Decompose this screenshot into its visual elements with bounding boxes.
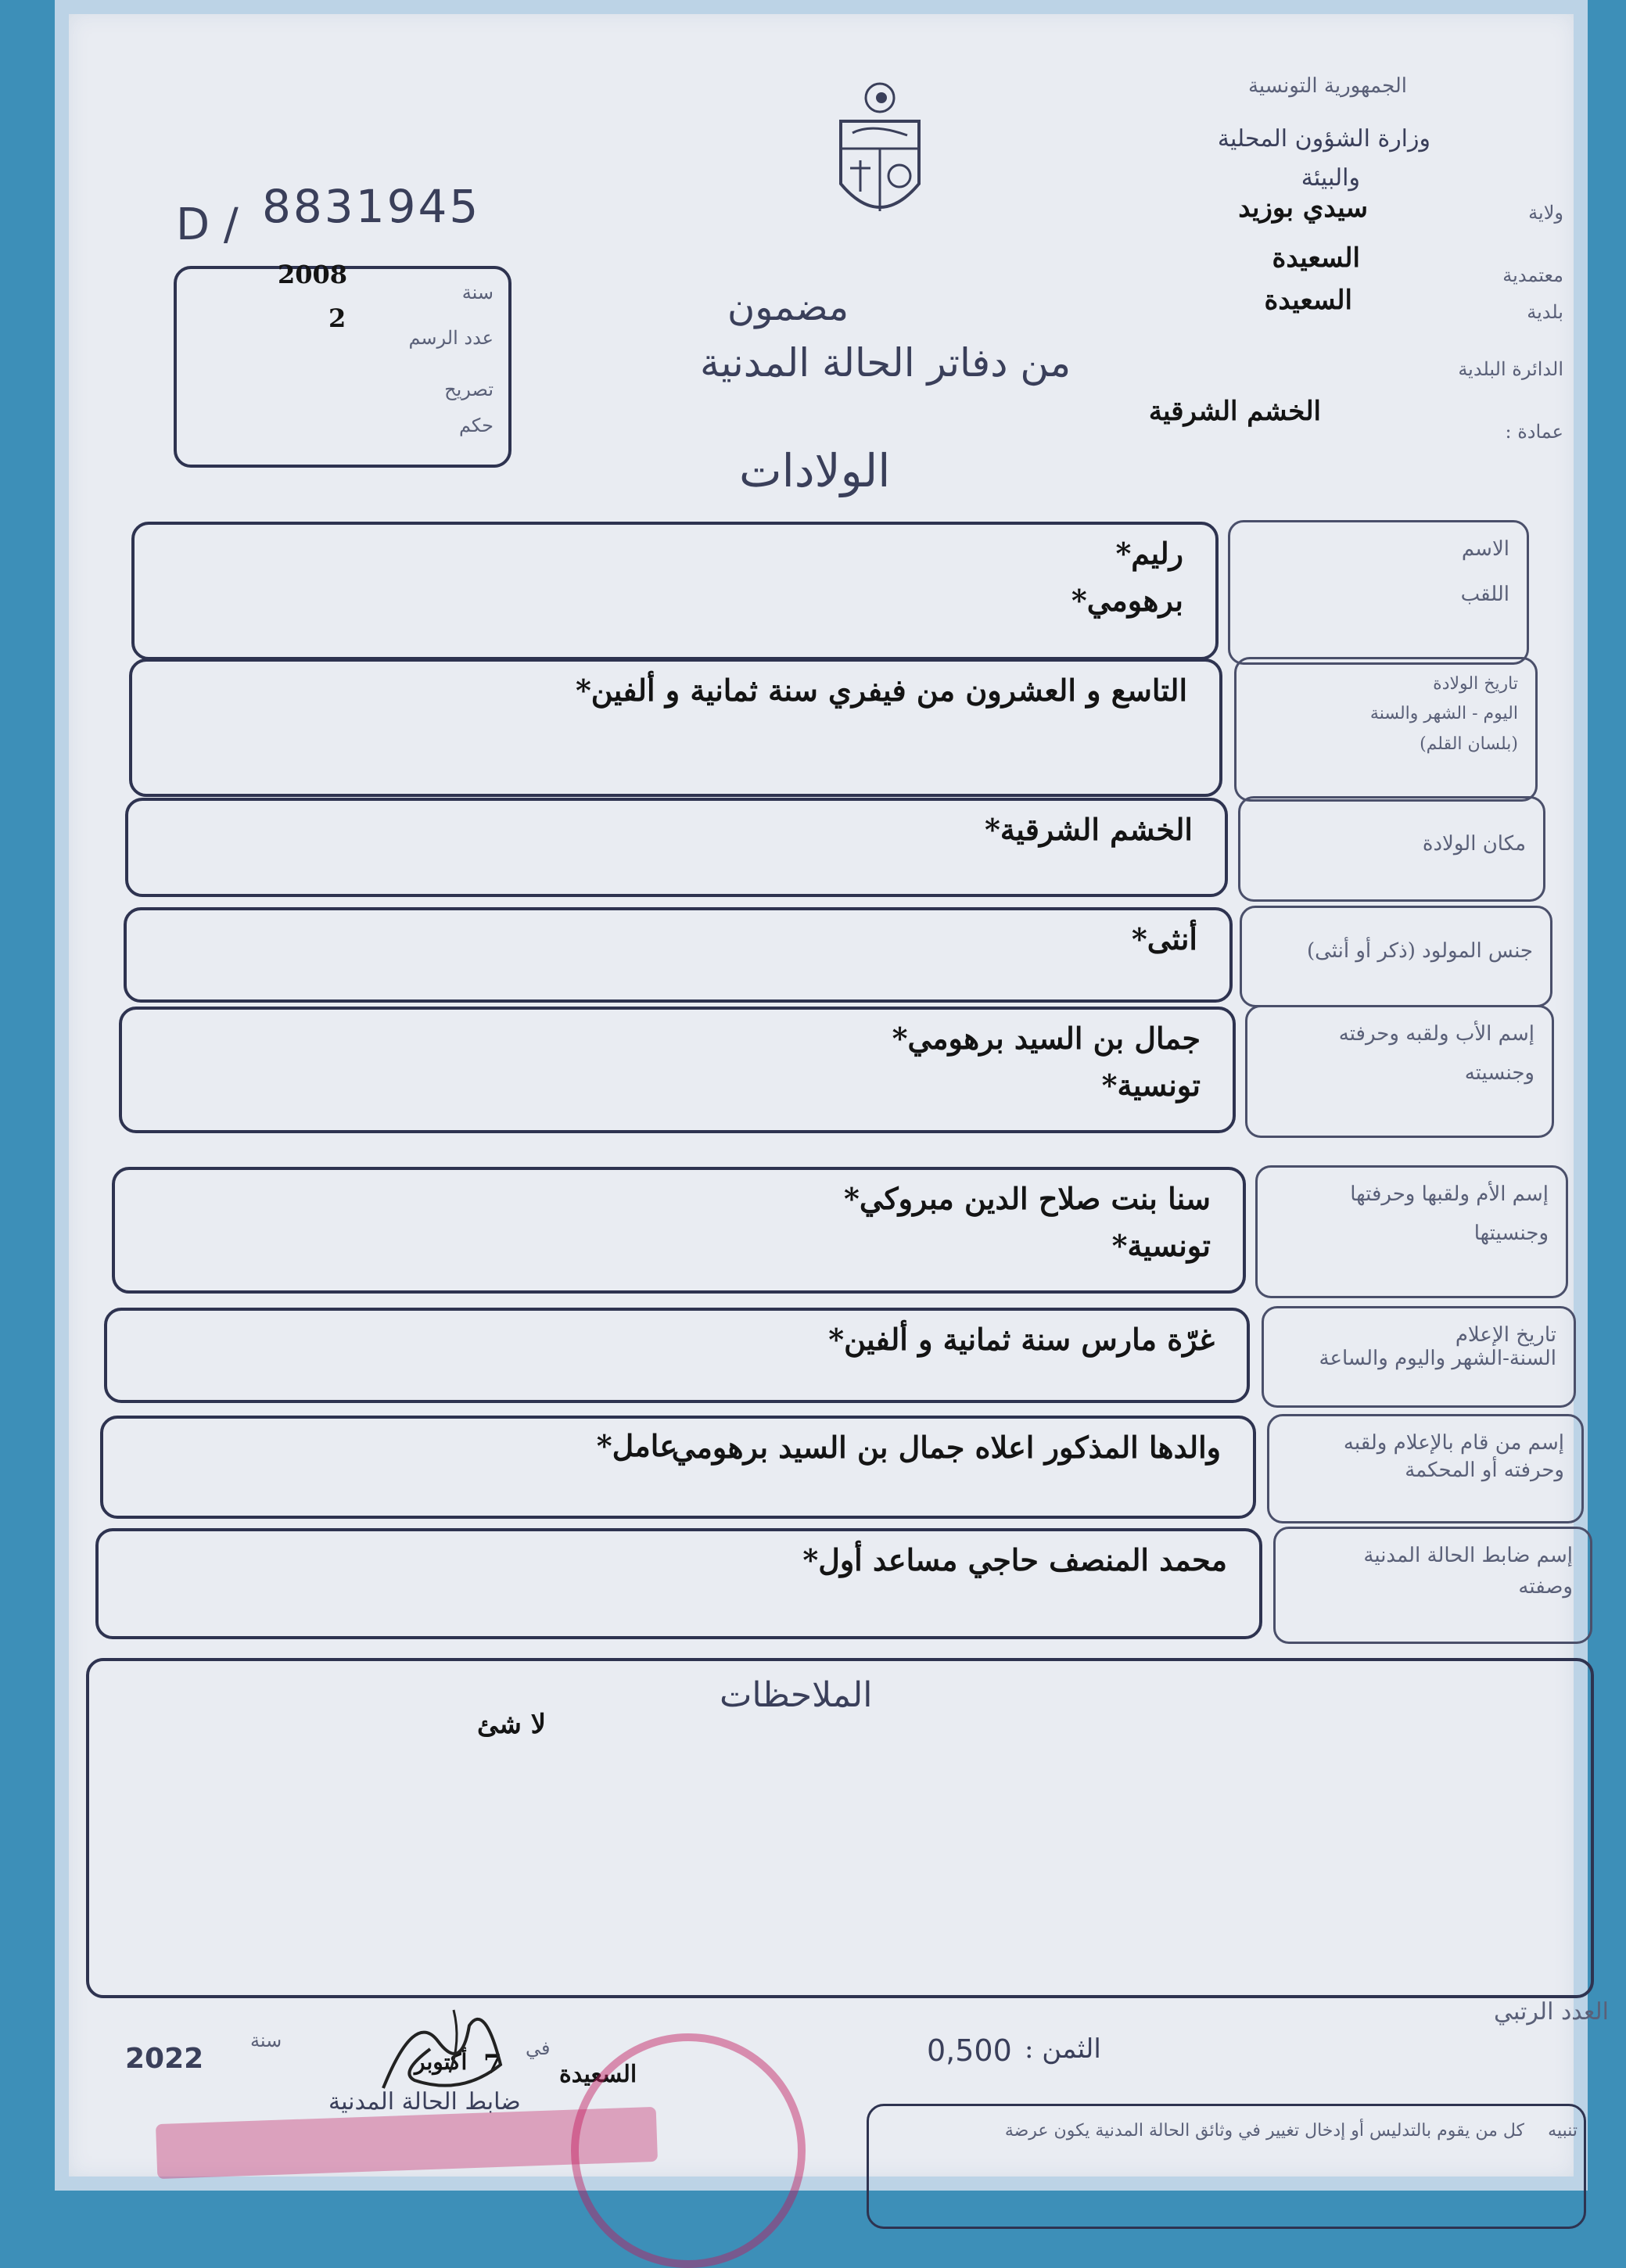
field-label1: جنس المولود (ذكر أو أنثى) (1306, 939, 1533, 963)
registry-year: 2008 (278, 260, 348, 289)
signature-icon (368, 1994, 524, 2112)
field-label1: تاريخ الولادة (1433, 674, 1518, 694)
field-value-box (124, 907, 1233, 1003)
ministry-label: وزارة الشؤون المحلية (1217, 125, 1430, 153)
judgment-label: حكم (458, 414, 494, 436)
registry-box (174, 266, 511, 468)
sector-label: عمادة : (1505, 421, 1563, 443)
price-value: 0,500 (927, 2033, 1012, 2068)
delegation-value: السعيدة (1272, 242, 1360, 274)
field-label1: مكان الولادة (1422, 831, 1526, 856)
field-value-box (131, 522, 1219, 660)
field-label2: وحرفته أو المحكمة (1405, 1459, 1564, 1482)
municipality-value: السعيدة (1264, 285, 1352, 316)
district-label: الدائرة البلدية (1458, 358, 1563, 380)
field-label1: تاريخ الإعلام (1455, 1323, 1556, 1347)
field-value1: غرّة مارس سنة ثمانية و ألفين* (828, 1322, 1215, 1357)
governorate-label: ولاية (1528, 202, 1563, 224)
officer-label: ضابط الحالة المدنية (328, 2088, 521, 2115)
title-line3: الولادات (739, 444, 891, 497)
issue-place: السعيدة (559, 2061, 637, 2088)
field-value2: تونسية* (1111, 1228, 1211, 1263)
remarks-value: لا شئ (477, 1709, 547, 1740)
field-value1: والدها المذكور اعلاه جمال بن السيد برهومي (671, 1430, 1221, 1465)
notice-label: تنبيه (1548, 2121, 1578, 2141)
field-label2: اليوم - الشهر والسنة (1369, 704, 1518, 724)
field-label1: إسم من قام بالإعلام ولقبه (1343, 1431, 1564, 1455)
field-label2: وصفته (1518, 1575, 1573, 1599)
year-label: سنة (250, 2029, 282, 2051)
republic-label: الجمهورية التونسية (1247, 74, 1407, 98)
serial-prefix: D / (176, 199, 239, 250)
register-label: العدد الرتبي (1493, 1998, 1609, 2026)
field-value1: محمد المنصف حاجي مساعد أول* (802, 1542, 1227, 1577)
remarks-title: الملاحظات (720, 1675, 873, 1715)
registry-year-label: سنة (461, 282, 494, 303)
field-label2: السنة-الشهر واليوم والساعة (1319, 1347, 1556, 1370)
field-value1: سنا بنت صلاح الدين مبروكي* (844, 1181, 1211, 1216)
field-value1: أنثى* (1131, 921, 1197, 956)
field-label1: إسم الأب ولقبه وحرفته (1338, 1022, 1534, 1046)
price-label: الثمن : (1025, 2033, 1101, 2065)
title-line1: مضمون (727, 285, 849, 329)
field-label3: (بلسان القلم) (1420, 734, 1518, 754)
title-line2: من دفاتر الحالة المدنية (700, 340, 1071, 386)
field-label2: وجنسيته (1464, 1061, 1534, 1085)
field-value1: التاسع و العشرون من فيفري سنة ثمانية و ألفين* (575, 673, 1187, 708)
municipality-label: بلدية (1527, 301, 1563, 323)
field-label1: إسم الأم ولقبها وحرفتها (1350, 1182, 1549, 1206)
field-label1: إسم ضابط الحالة المدنية (1363, 1544, 1573, 1567)
issue-day: 7 (483, 2049, 502, 2080)
sector-value: الخشم الشرقية (1148, 396, 1321, 427)
registry-number: 2 (328, 303, 346, 333)
field-value1: جمال بن السيد برهومي* (892, 1021, 1201, 1056)
issue-year: 2022 (125, 2043, 204, 2075)
field-value1: الخشم الشرقية* (985, 812, 1193, 847)
notice-text: كل من يقوم بالتدليس أو إدخال تغيير في وثائق الحالة المدنية يكون عرضة (1004, 2121, 1524, 2141)
issue-month: أكتوبر (415, 2049, 468, 2075)
field-value2: عامل* (596, 1428, 677, 1463)
field-value1: رليم* (1115, 536, 1183, 571)
delegation-label: معتمدية (1502, 264, 1563, 286)
field-label1: الاسم (1461, 537, 1509, 561)
serial-number: 8831945 (262, 180, 481, 233)
declaration-label: تصريح (444, 379, 494, 400)
field-value2: تونسية* (1101, 1068, 1201, 1103)
governorate-value: سيدي بوزيد (1238, 192, 1368, 224)
field-value2: برهومي* (1071, 583, 1183, 618)
in-label: في (526, 2037, 551, 2059)
environment-label: والبيئة (1301, 164, 1360, 192)
registry-number-label: عدد الرسم (408, 327, 494, 349)
tunisia-emblem-icon (825, 74, 935, 231)
field-label2: اللقب (1460, 582, 1509, 606)
field-label2: وجنسيتها (1473, 1222, 1549, 1245)
